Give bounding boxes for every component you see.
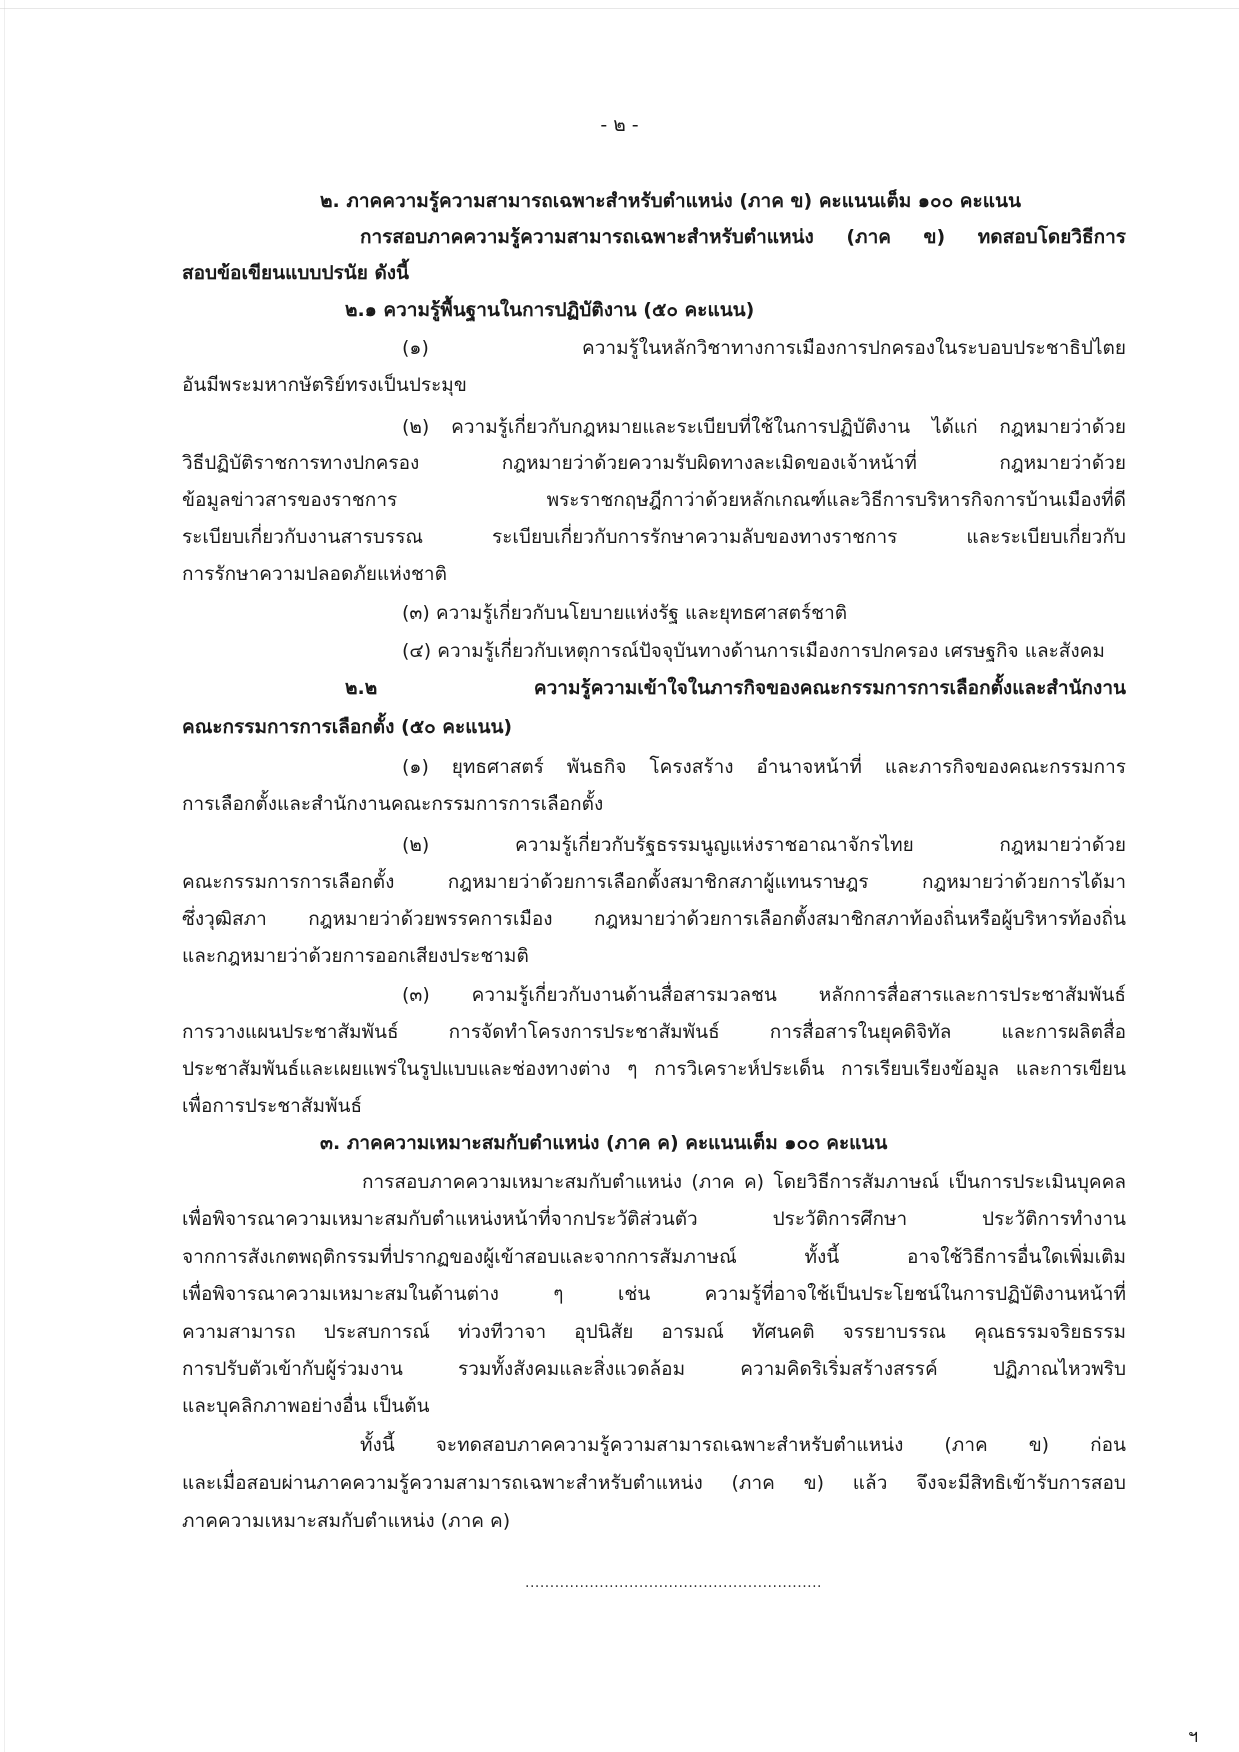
section2-1-item1-line1: (๑) ความรู้ในหลักวิชาทางการเมืองการปกครองในระบอบประชาธิปไตย <box>402 337 1126 359</box>
section2-heading: ๒. ภาคความรู้ความสามารถเฉพาะสำหรับตำแหน่ง (ภาค ข) คะแนนเต็ม ๑๐๐ คะแนน <box>320 190 1021 212</box>
section3-para1-line4: เพื่อพิจารณาความเหมาะสมในด้านต่าง ๆ เช่น ความรู้ที่อาจใช้เป็นประโยชน์ในการปฏิบัติงานหน้าที่ <box>182 1283 1126 1305</box>
section2-1-item2-line4: ระเบียบเกี่ยวกับงานสารบรรณ ระเบียบเกี่ยวกับการรักษาความลับของทางราชการ และระเบียบเกี่ยวกับ <box>182 526 1126 548</box>
section2-2-item3-line4: เพื่อการประชาสัมพันธ์ <box>182 1095 363 1117</box>
section3-para2-line2: และเมื่อสอบผ่านภาคความรู้ความสามารถเฉพาะสำหรับตำแหน่ง (ภาค ข) แล้ว จึงจะมีสิทธิเข้ารับการสอบ <box>182 1472 1126 1494</box>
section3-para1-line6: การปรับตัวเข้ากับผู้ร่วมงาน รวมทั้งสังคมและสิ่งแวดล้อม ความคิดริเริ่มสร้างสรรค์ ปฏิภาณไหวพริบ <box>182 1358 1126 1380</box>
section2-1-item4: (๔) ความรู้เกี่ยวกับเหตุการณ์ปัจจุบันทางด้านการเมืองการปกครอง เศรษฐกิจ และสังคม <box>402 640 1105 662</box>
section2-1-item2-line2: วิธีปฏิบัติราชการทางปกครอง กฎหมายว่าด้วยความรับผิดทางละเมิดของเจ้าหน้าที่ กฎหมายว่าด้วย <box>182 452 1126 474</box>
section3-heading: ๓. ภาคความเหมาะสมกับตำแหน่ง (ภาค ค) คะแนนเต็ม ๑๐๐ คะแนน <box>320 1132 888 1154</box>
section3-para2-line1: ทั้งนี้ จะทดสอบภาคความรู้ความสามารถเฉพาะสำหรับตำแหน่ง (ภาค ข) ก่อน <box>360 1434 1126 1456</box>
section2-1-item2-line3: ข้อมูลข่าวสารของราชการ พระราชกฤษฎีกาว่าด้วยหลักเกณฑ์และวิธีการบริหารกิจการบ้านเมืองที่ดี <box>182 489 1126 511</box>
section2-2-item3-line3: ประชาสัมพันธ์และเผยแพร่ในรูปแบบและช่องทางต่าง ๆ การวิเคราะห์ประเด็น การเรียบเรียงข้อมูล และการเขียน <box>182 1058 1126 1080</box>
section2-1-item2-line1: (๒) ความรู้เกี่ยวกับกฎหมายและระเบียบที่ใช้ในการปฏิบัติงาน ได้แก่ กฎหมายว่าด้วย <box>402 416 1126 438</box>
section2-2-heading-line2: คณะกรรมการการเลือกตั้ง (๕๐ คะแนน) <box>182 716 513 738</box>
footer-dotted-rule: ............................................................ <box>525 1575 823 1591</box>
section2-2-item2-line4: และกฎหมายว่าด้วยการออกเสียงประชามติ <box>182 945 529 967</box>
section3-para1-line7: และบุคลิกภาพอย่างอื่น เป็นต้น <box>182 1395 430 1417</box>
page-number: - ๒ - <box>600 114 639 136</box>
section3-para1-line5: ความสามารถ ประสบการณ์ ท่วงทีวาจา อุปนิสัย อารมณ์ ทัศนคติ จรรยาบรรณ คุณธรรมจริยธรรม <box>182 1321 1126 1343</box>
scan-edge-top <box>0 8 1239 9</box>
section2-intro-line1: การสอบภาคความรู้ความสามารถเฉพาะสำหรับตำแหน่ง (ภาค ข) ทดสอบโดยวิธีการ <box>360 226 1126 248</box>
section2-intro-line2: สอบข้อเขียนแบบปรนัย ดังนี้ <box>182 262 410 284</box>
scan-edge-left <box>4 0 5 1752</box>
section3-para1-line2: เพื่อพิจารณาความเหมาะสมกับตำแหน่งหน้าที่จากประวัติส่วนตัว ประวัติการศึกษา ประวัติการทำงาน <box>182 1208 1126 1230</box>
section2-2-item1-line2: การเลือกตั้งและสำนักงานคณะกรรมการการเลือกตั้ง <box>182 793 604 815</box>
section2-2-item1-line1: (๑) ยุทธศาสตร์ พันธกิจ โครงสร้าง อำนาจหน้าที่ และภารกิจของคณะกรรมการ <box>402 756 1126 778</box>
section2-1-item3: (๓) ความรู้เกี่ยวกับนโยบายแห่งรัฐ และยุทธศาสตร์ชาติ <box>402 602 848 624</box>
section2-2-item3-line2: การวางแผนประชาสัมพันธ์ การจัดทำโครงการประชาสัมพันธ์ การสื่อสารในยุคดิจิทัล และการผลิตสื่อ <box>182 1021 1126 1043</box>
section2-2-heading-line1: ๒.๒ ความรู้ความเข้าใจในภารกิจของคณะกรรมการการเลือกตั้งและสำนักงาน <box>345 677 1126 699</box>
section3-para1-line3: จากการสังเกตพฤติกรรมที่ปรากฏของผู้เข้าสอบและจากการสัมภาษณ์ ทั้งนี้ อาจใช้วิธีการอื่นใดเพิ่มเติม <box>182 1246 1126 1268</box>
section3-para1-line1: การสอบภาคความเหมาะสมกับตำแหน่ง (ภาค ค) โดยวิธีการสัมภาษณ์ เป็นการประเมินบุคคล <box>362 1171 1126 1193</box>
section3-para2-line3: ภาคความเหมาะสมกับตำแหน่ง (ภาค ค) <box>182 1510 511 1532</box>
section2-2-item2-line2: คณะกรรมการการเลือกตั้ง กฎหมายว่าด้วยการเลือกตั้งสมาชิกสภาผู้แทนราษฎร กฎหมายว่าด้วยการได้มา <box>182 871 1126 893</box>
section2-1-heading: ๒.๑ ความรู้พื้นฐานในการปฏิบัติงาน (๕๐ คะแนน) <box>345 299 755 321</box>
section2-2-item2-line1: (๒) ความรู้เกี่ยวกับรัฐธรรมนูญแห่งราชอาณาจักรไทย กฎหมายว่าด้วย <box>402 834 1126 856</box>
corner-mark: ฯ <box>1188 1726 1199 1747</box>
section2-2-item3-line1: (๓) ความรู้เกี่ยวกับงานด้านสื่อสารมวลชน หลักการสื่อสารและการประชาสัมพันธ์ <box>402 984 1126 1006</box>
section2-2-item2-line3: ซึ่งวุฒิสภา กฎหมายว่าด้วยพรรคการเมือง กฎหมายว่าด้วยการเลือกตั้งสมาชิกสภาท้องถิ่นหรือผู้บริหารท้องถิ่น <box>182 908 1126 930</box>
section2-1-item1-line2: อันมีพระมหากษัตริย์ทรงเป็นประมุข <box>182 374 467 396</box>
section2-1-item2-line5: การรักษาความปลอดภัยแห่งชาติ <box>182 563 447 585</box>
